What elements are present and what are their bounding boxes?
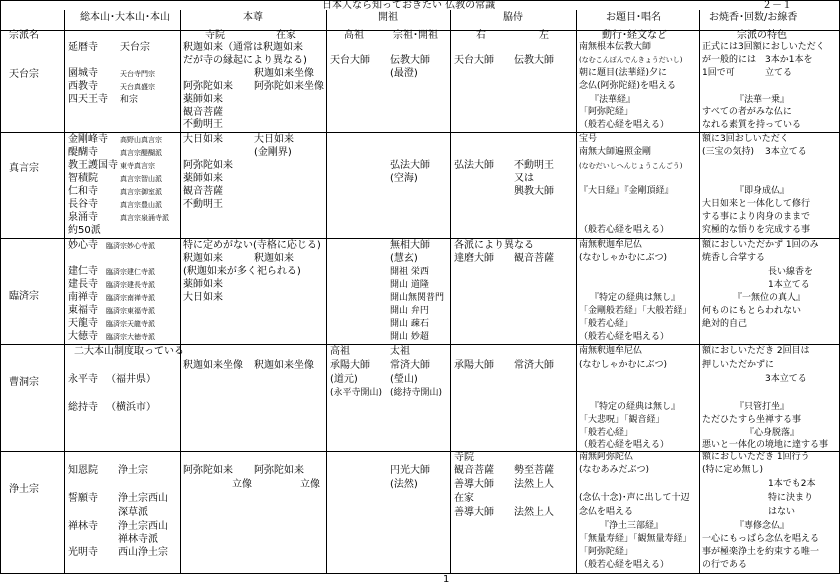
kyoji-left-cell: 又は	[514, 173, 534, 184]
features-cell: (特に定め無し)	[702, 465, 764, 475]
branch-name: 臨済宗東福寺派	[106, 307, 155, 315]
features-cell: する事により肉身のままで	[702, 212, 811, 222]
branch-name: 真言宗泉涌寺派	[120, 214, 169, 222]
sect-name: 天台宗	[9, 69, 39, 80]
branch-name: 天台真盛宗	[120, 83, 155, 91]
temple-name: 延暦寺	[68, 42, 98, 53]
honzon-cell: 釈迦如来（通常は釈迦如来	[183, 42, 303, 53]
home-honzon-cell: 大日如来	[254, 134, 294, 145]
kyoji-right-cell: 達磨大師	[454, 253, 494, 264]
features-cell: 一心にもっぱら念仏を唱える	[702, 534, 820, 544]
features-cell: 1本でも2本	[768, 479, 816, 489]
daimoku-cell: 南無釈迦牟尼仏	[579, 240, 643, 250]
home-honzon-cell: (金剛界)	[254, 147, 292, 158]
daimoku-cell: 「般若心経」	[579, 428, 634, 438]
temple-name: 仁和寺	[68, 186, 98, 197]
daimoku-cell: 念仏(阿弥陀経)を唱える	[579, 81, 677, 91]
home-honzon-cell: 釈迦如来坐像	[254, 360, 314, 371]
honzon-cell: 観音菩薩	[183, 186, 223, 197]
temple-name: 誓願寺	[68, 493, 98, 504]
sect-name: 臨済宗	[9, 291, 39, 302]
features-cell: の行である	[702, 560, 748, 570]
shuso-cell: (慧玄)	[390, 253, 418, 264]
koso-cell: (道元)	[330, 374, 358, 385]
branch-name: 浄土宗西山	[118, 521, 168, 532]
features-cell: 焼香し合掌する	[702, 253, 766, 263]
temple-name: 建仁寺	[68, 266, 98, 277]
daimoku-cell: 『特定の経典は無し』	[590, 402, 681, 412]
daimoku-cell: 『特定の経典は無し』	[590, 293, 681, 303]
page-code: ２－１	[762, 0, 792, 11]
section-divider-3	[0, 344, 840, 345]
kyoji-right-cell: 在家	[454, 493, 474, 504]
branch-name: 天台宗	[120, 42, 150, 53]
branch-name: 浄土宗西山	[118, 493, 168, 504]
branch-name: 臨済宗天龍寺派	[106, 320, 155, 328]
features-cell: 何ものにもとらわれない	[702, 306, 802, 316]
temple-name: 総持寺	[68, 402, 98, 413]
branch-name: 臨済宗建長寺派	[106, 281, 155, 289]
header-honzon-home: 在家	[276, 30, 296, 41]
daimoku-cell: 『法華経』	[590, 95, 636, 105]
features-cell: 額におしいただかず 1回のみ	[702, 240, 819, 250]
temple-name: 禅林寺	[68, 521, 98, 532]
honzon-cell: 薬師如来	[183, 173, 223, 184]
shuso-cell: 開祖 栄西	[390, 267, 429, 277]
header-features: 宗派の特色	[737, 30, 787, 41]
kyoji-left-cell: 法然上人	[514, 507, 554, 518]
honzon-cell: (釈迦如来が多く祀られる)	[183, 266, 301, 277]
shuso-cell: (瑩山)	[390, 374, 418, 385]
shuso-cell: 円光大師	[390, 465, 430, 476]
header-kyoji-right: 右	[476, 30, 486, 41]
vline-left	[0, 0, 1, 574]
honzon-cell: 観音菩薩	[183, 107, 223, 118]
temple-name: 泉涌寺	[68, 212, 98, 223]
daimoku-cell: （般若心経を唱える）	[579, 560, 670, 570]
page-title: 日本人なら知っておきたい 仏教の常識	[322, 0, 496, 11]
features-cell: 絶対的自己	[702, 319, 748, 329]
daimoku-cell: 南無根本伝教大師	[579, 42, 652, 52]
honzon-cell: 不動明王	[183, 199, 223, 210]
daimoku-cell: （般若心経を唱える）	[579, 440, 670, 450]
header-shuso: 宗祖･開祖	[393, 30, 438, 41]
features-cell: (三宝の気持)	[702, 147, 755, 157]
temple-name: 知恩院	[68, 465, 98, 476]
temple-name: 東福寺	[68, 305, 98, 316]
features-cell: 3本立てる	[765, 147, 807, 157]
kyoji-right-cell: 寺院	[454, 452, 474, 463]
branch-name: 天台寺門宗	[120, 70, 155, 78]
vline-1	[64, 10, 65, 574]
kyoji-left-cell: 常済大師	[514, 360, 554, 371]
kyoji-left-cell: 勢至菩薩	[514, 465, 554, 476]
temple-name: 智積院	[68, 173, 98, 184]
features-cell: 『法華一乗』	[735, 95, 790, 105]
branch-name: 臨済宗大徳寺派	[106, 333, 155, 341]
features-cell: 『即身成仏』	[735, 186, 790, 196]
vline-4	[450, 10, 451, 574]
koso-cell: 高祖	[330, 346, 350, 357]
features-cell: 『只管打坐』	[735, 402, 790, 412]
kyoji-left-cell: 興教大師	[514, 186, 554, 197]
daimoku-cell: 『浄土三部経』	[600, 521, 664, 531]
koso-cell: 天台大師	[330, 55, 370, 66]
header-kyoji: 脇侍	[503, 12, 523, 23]
header-honzon: 本尊	[243, 12, 263, 23]
temple-name: 南禅寺	[68, 292, 98, 303]
features-cell: 立てる	[765, 68, 793, 78]
features-cell: はない	[768, 507, 796, 517]
shuso-cell: (空海)	[390, 173, 418, 184]
temple-name: 長谷寺	[68, 199, 98, 210]
daimoku-cell: 「無量寿経」「観無量寿経」	[579, 534, 692, 544]
temple-name: 園城寺	[68, 68, 98, 79]
temple-name: 天龍寺	[68, 318, 98, 329]
header-sect-name: 宗派名	[9, 30, 39, 41]
kyoji-right-cell: 善導大師	[454, 507, 494, 518]
vline-6	[699, 10, 700, 574]
shuso-cell: 開山 妙超	[390, 332, 429, 342]
temple-name: 大徳寺	[68, 331, 98, 342]
branch-name: 真言宗御室派	[120, 188, 162, 196]
kyoji-right-cell: 善導大師	[454, 479, 494, 490]
features-cell: 3本か1本を	[765, 55, 813, 65]
shuso-cell: 太祖	[390, 346, 410, 357]
daimoku-cell: (なむだいしへんじょうこんごう)	[579, 162, 683, 170]
branch-name: 禅林寺派	[118, 534, 158, 545]
honzon-cell: 阿弥陀如来	[183, 160, 233, 171]
vline-3	[326, 10, 327, 574]
daimoku-cell: 南無釈迦牟尼仏	[579, 346, 643, 356]
branch-name: 西山浄土宗	[118, 547, 168, 558]
temple-name: 光明寺	[68, 547, 98, 558]
branch-name: 高野山真言宗	[120, 136, 162, 144]
features-cell: 3本立てる	[765, 374, 807, 384]
honzon-cell: だが寺の縁起により異なる)	[183, 55, 307, 66]
features-cell: が一般的には	[702, 55, 757, 65]
honzon-cell: 立像	[232, 479, 252, 490]
features-cell: 大日如来と一体化して修行	[702, 199, 811, 209]
features-cell: すべての者がみな仏に	[702, 107, 792, 117]
honzon-cell: 阿弥陀如来	[183, 465, 233, 476]
temple-name: 醍醐寺	[68, 147, 98, 158]
features-cell: 正式には3回額におしいただく	[702, 42, 825, 52]
daimoku-cell: 「般若心経」	[579, 319, 634, 329]
features-cell: 1回で可	[702, 68, 735, 78]
branch-name: 臨済宗南禅寺派	[106, 294, 155, 302]
features-cell: 額におしいただき 1回行う	[702, 452, 810, 462]
features-cell: 『心身脱落』	[745, 428, 800, 438]
kyoji-left-cell: 観音菩薩	[514, 253, 554, 264]
daimoku-cell: (念仏十念)･声に出して十辺	[579, 493, 690, 503]
features-cell: なれる素質を持っている	[702, 120, 802, 130]
shuso-cell: 弘法大師	[390, 160, 430, 171]
sect-name: 浄土宗	[9, 484, 39, 495]
branch-name: 和宗	[120, 95, 139, 105]
shuso-cell: 開山 弁円	[390, 306, 429, 316]
daimoku-cell: (なむしゃかむにぶつ)	[579, 253, 668, 263]
branch-name: 深草派	[118, 507, 148, 518]
kyoji-right-cell: 天台大師	[454, 55, 494, 66]
daimoku-cell: 宝号	[579, 134, 598, 144]
header-daimoku-sub: 動行･経文など	[602, 30, 667, 41]
branch-name: （福井県）	[106, 374, 156, 385]
honzon-cell: 不動明王	[183, 119, 223, 130]
kyoji-left-cell: 伝教大師	[514, 55, 554, 66]
temple-name: 建長寺	[68, 279, 98, 290]
daimoku-cell: 南無阿弥陀仏	[579, 452, 634, 462]
daimoku-cell: 「金剛般若経」「大般若経」	[579, 306, 692, 316]
header-daimoku: お題目･唱名	[606, 12, 661, 23]
honzon-cell: 大日如来	[183, 134, 223, 145]
temple-name: 妙心寺	[68, 240, 98, 251]
koso-cell: (永平寺開山)	[330, 388, 383, 398]
daimoku-cell: 「大悲呪」「観音経」	[579, 415, 665, 425]
shuso-cell: 開山 道隆	[390, 280, 429, 290]
border-bottom	[0, 573, 840, 574]
daimoku-cell: 『大日経』『金剛頂経』	[579, 186, 674, 196]
koso-cell: 承陽大師	[330, 360, 370, 371]
header-temple-group: 総本山･大本山･本山	[80, 12, 170, 23]
shuso-cell: 無相大師	[390, 240, 430, 251]
daimoku-cell: 「阿弥陀経」	[579, 547, 634, 557]
shuso-cell: 伝教大師	[390, 55, 430, 66]
features-cell: 事が極楽浄土を約束する唯一	[702, 547, 820, 557]
daimoku-cell: （般若心経を唱える）	[579, 225, 670, 235]
sect-name: 真言宗	[9, 163, 39, 174]
home-honzon-cell: 立像	[300, 479, 320, 490]
honzon-cell: 釈迦如来	[183, 253, 223, 264]
vline-5	[576, 10, 577, 574]
features-cell: 額に3回おしいただく	[702, 134, 789, 144]
branch-name: 浄土宗	[118, 465, 148, 476]
header-kaiso: 開祖	[378, 12, 398, 23]
shuso-cell: 常済大師	[390, 360, 430, 371]
kyoji-right-cell: 弘法大師	[454, 160, 494, 171]
branch-name: 真言宗豊山派	[120, 201, 162, 209]
daimoku-cell: 南無大師遍照金剛	[579, 147, 652, 157]
branch-name: 東寺真言宗	[120, 162, 155, 170]
daimoku-cell: 「阿弥陀経」	[579, 107, 634, 117]
daimoku-cell: （般若心経を唱える）	[579, 120, 670, 130]
branch-name: 臨済宗建仁寺派	[106, 268, 155, 276]
shuso-cell: 開山無関普門	[390, 293, 445, 303]
daimoku-cell: 朝に題目(法華経)夕に	[579, 68, 668, 78]
features-cell: 長い線香を	[768, 267, 814, 277]
home-honzon-cell: 阿弥陀如来	[254, 465, 304, 476]
features-cell: 究極的な悟りを完成する事	[702, 225, 811, 235]
header-kyoji-left: 左	[539, 30, 549, 41]
temple-name: 四天王寺	[68, 94, 108, 105]
honzon-cell: 釈迦如来坐像	[183, 360, 243, 371]
shuso-cell: (総持寺開山)	[390, 388, 443, 398]
daimoku-cell: (なむしゃかむにぶつ)	[579, 360, 668, 370]
honzon-cell: 特に定めがない(寺格に応じる)	[183, 240, 321, 251]
section-divider-2	[0, 238, 840, 239]
vline-2	[180, 10, 181, 574]
daimoku-cell: 念仏を唱える	[579, 507, 634, 517]
honzon-cell: 薬師如来	[183, 279, 223, 290]
kyoji-right-cell: 承陽大師	[454, 360, 494, 371]
temple-name: 二大本山制度取っている	[74, 346, 184, 357]
section-divider-1	[0, 132, 840, 133]
shuso-cell: (最澄)	[390, 68, 418, 79]
features-cell: 『一無位の真人』	[733, 293, 806, 303]
daimoku-cell: （般若心経を唱える）	[579, 332, 670, 342]
home-honzon-cell: 釈迦如来坐像	[254, 68, 314, 79]
sect-name: 曹洞宗	[9, 377, 39, 388]
features-cell: 『専修念仏』	[735, 521, 790, 531]
features-cell: 額におしいただき 2回目は	[702, 346, 810, 356]
features-cell: 悪いと一体化の境地に達する事	[702, 440, 829, 450]
daimoku-cell: (なむこんぽんでんきょうだいし)	[579, 56, 683, 64]
honzon-cell: 大日如来	[183, 292, 223, 303]
branch-name: 真言宗智山派	[120, 175, 162, 183]
kyoji-left-cell: 法然上人	[514, 479, 554, 490]
honzon-cell: 薬師如来	[183, 94, 223, 105]
header-shoko: お焼香･回数/お線香	[709, 12, 798, 23]
page-number: 1	[443, 574, 450, 585]
home-honzon-cell: 阿弥陀如来坐像	[254, 81, 324, 92]
branch-name: 真言宗醍醐派	[120, 149, 162, 157]
kyoji-left-cell: 不動明王	[514, 160, 554, 171]
kyoji-right-cell: 各派により異なる	[454, 240, 534, 251]
features-cell: 押しいただかずに	[702, 360, 775, 370]
features-cell: 特に決まり	[768, 493, 814, 503]
branch-name: 臨済宗妙心寺派	[106, 242, 155, 250]
kyoji-right-cell: 観音菩薩	[454, 465, 494, 476]
shuso-cell: (法然)	[390, 479, 418, 490]
header-koso: 高祖	[344, 30, 364, 41]
temple-name: 教王護国寺	[68, 160, 118, 171]
temple-name: 西教寺	[68, 81, 98, 92]
temple-name: 約50派	[68, 225, 101, 236]
daimoku-cell: (なむあみだぶつ)	[579, 465, 650, 475]
features-cell: 1本立てる	[768, 280, 810, 290]
honzon-cell: 阿弥陀如来	[183, 81, 233, 92]
header-honzon-temple: 寺院	[205, 30, 225, 41]
home-honzon-cell: 釈迦如来	[254, 253, 294, 264]
temple-name: 金剛峰寺	[68, 134, 108, 145]
features-cell: ただひたすら坐禅する事	[702, 415, 802, 425]
temple-name: 永平寺	[68, 374, 98, 385]
shuso-cell: 開山 疎石	[390, 319, 429, 329]
branch-name: （横浜市）	[106, 402, 156, 413]
